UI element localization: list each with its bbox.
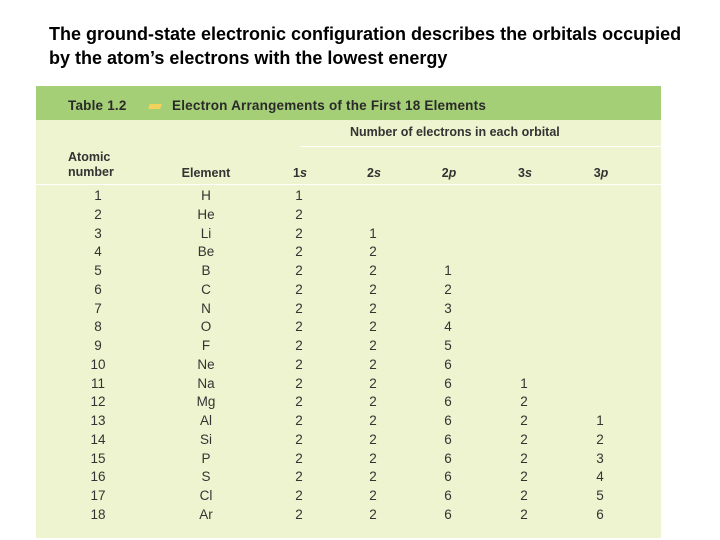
cell-orbital-1s: 2 (295, 488, 303, 503)
cell-orbital-2s: 2 (369, 300, 377, 316)
cell-orbital-3p: 4 (596, 469, 604, 485)
cell-element-symbol: O (200, 319, 212, 335)
cell-orbital-2p: 6 (444, 450, 452, 466)
cell-orbital-1s: 2 (295, 338, 303, 353)
table-title-marker-icon (148, 104, 162, 109)
column-header-atomic-number: Atomic number (68, 150, 114, 179)
cell-orbital-1s: 2 (295, 469, 303, 485)
cell-element-symbol: Li (200, 225, 212, 241)
group-header-divider (300, 146, 661, 147)
cell-orbital-1s: 2 (295, 394, 303, 410)
cell-element-symbol: N (201, 300, 211, 316)
cell-orbital-3s: 2 (520, 431, 528, 447)
cell-orbital-1s: 2 (295, 375, 303, 391)
cell-element-symbol: Cl (199, 488, 213, 503)
cell-orbital-3p: 2 (596, 431, 604, 447)
cell-orbital-3s: 2 (520, 413, 528, 428)
header-divider (36, 184, 661, 185)
cell-element-symbol: H (201, 188, 211, 203)
cell-atomic-number: 16 (90, 469, 106, 485)
cell-atomic-number: 8 (94, 319, 102, 335)
cell-orbital-2s: 2 (369, 394, 377, 410)
cell-atomic-number: 9 (94, 338, 102, 353)
cell-atomic-number: 13 (90, 413, 106, 428)
column-header-orbital-3s: 3s (518, 166, 532, 180)
cell-atomic-number: 12 (90, 394, 106, 410)
cell-orbital-2s: 2 (369, 356, 377, 372)
cell-orbital-2p: 4 (444, 319, 452, 335)
cell-orbital-1s: 1 (295, 188, 303, 203)
cell-atomic-number: 4 (94, 244, 102, 260)
cell-atomic-number: 18 (90, 506, 106, 522)
cell-atomic-number: 10 (90, 356, 106, 372)
cell-element-symbol: He (197, 206, 215, 222)
cell-atomic-number: 11 (90, 375, 105, 391)
cell-orbital-2p: 6 (444, 506, 452, 522)
cell-orbital-2s: 2 (369, 375, 377, 391)
cell-element-symbol: F (201, 338, 211, 353)
cell-element-symbol: B (201, 263, 211, 278)
cell-orbital-2p: 6 (444, 394, 452, 410)
cell-element-symbol: Ar (199, 506, 213, 522)
cell-element-symbol: Na (197, 375, 215, 391)
cell-element-symbol: Ne (197, 356, 215, 372)
cell-orbital-2s: 2 (369, 263, 377, 278)
table-title-bar (36, 86, 661, 120)
cell-orbital-2s: 1 (369, 225, 377, 241)
cell-element-symbol: S (201, 469, 211, 485)
cell-orbital-2p: 6 (444, 375, 452, 391)
cell-orbital-2p: 2 (444, 281, 452, 297)
cell-orbital-3p: 1 (596, 413, 604, 428)
cell-orbital-3s: 2 (520, 488, 528, 503)
cell-orbital-1s: 2 (295, 206, 303, 222)
cell-orbital-2p: 6 (444, 413, 452, 428)
cell-orbital-2s: 2 (369, 244, 377, 260)
cell-element-symbol: C (201, 281, 211, 297)
cell-element-symbol: Si (199, 431, 212, 447)
cell-orbital-2p: 5 (444, 338, 452, 353)
cell-atomic-number: 7 (94, 300, 102, 316)
cell-orbital-2p: 6 (444, 469, 452, 485)
cell-atomic-number: 1 (94, 188, 102, 203)
cell-orbital-3s: 2 (520, 450, 528, 466)
cell-atomic-number: 2 (94, 206, 102, 222)
cell-orbital-1s: 2 (295, 413, 303, 428)
cell-orbital-3s: 2 (520, 394, 528, 410)
cell-orbital-2s: 2 (369, 413, 377, 428)
cell-orbital-1s: 2 (295, 319, 303, 335)
cell-element-symbol: Mg (196, 394, 216, 410)
column-header-orbital-2s: 2s (367, 166, 381, 180)
table-title: Electron Arrangements of the First 18 Elements (172, 98, 487, 113)
cell-orbital-3s: 2 (520, 506, 528, 522)
table-number: Table 1.2 (68, 98, 127, 113)
cell-element-symbol: P (201, 450, 211, 466)
column-header-element: Element (181, 166, 231, 180)
cell-orbital-2s: 2 (369, 319, 377, 335)
column-header-orbital-3p: 3p (593, 166, 609, 180)
cell-orbital-2s: 2 (369, 281, 377, 297)
cell-orbital-3s: 1 (520, 375, 528, 391)
cell-atomic-number: 5 (94, 263, 102, 278)
cell-orbital-1s: 2 (295, 450, 303, 466)
cell-orbital-3s: 2 (520, 469, 528, 485)
cell-orbital-1s: 2 (295, 281, 303, 297)
cell-orbital-1s: 2 (295, 506, 303, 522)
column-header-orbital-2p: 2p (441, 166, 457, 180)
cell-atomic-number: 14 (90, 431, 106, 447)
cell-orbital-1s: 2 (295, 244, 303, 260)
cell-orbital-3p: 5 (596, 488, 604, 503)
cell-orbital-1s: 2 (295, 431, 303, 447)
cell-orbital-2p: 1 (444, 263, 452, 278)
cell-orbital-1s: 2 (295, 356, 303, 372)
cell-orbital-3p: 6 (596, 506, 604, 522)
cell-orbital-2s: 2 (369, 338, 377, 353)
slide-headline: The ground-state electronic configuration describes the orbitals occupied by the atom’s electrons with the lowest energy (49, 24, 682, 68)
cell-orbital-2p: 6 (444, 431, 452, 447)
cell-orbital-3p: 3 (596, 450, 604, 466)
orbital-group-header: Number of electrons in each orbital (350, 125, 560, 139)
column-header-orbital-1s: 1s (293, 166, 307, 180)
cell-orbital-1s: 2 (295, 225, 303, 241)
cell-orbital-2s: 2 (369, 506, 377, 522)
cell-orbital-2s: 2 (369, 431, 377, 447)
cell-orbital-2s: 2 (369, 469, 377, 485)
cell-atomic-number: 15 (90, 450, 106, 466)
cell-orbital-2s: 2 (369, 488, 377, 503)
cell-atomic-number: 6 (94, 281, 102, 297)
cell-atomic-number: 17 (90, 488, 106, 503)
electron-arrangement-table (36, 86, 661, 538)
cell-orbital-2s: 2 (369, 450, 377, 466)
cell-orbital-1s: 2 (295, 300, 303, 316)
cell-orbital-1s: 2 (295, 263, 303, 278)
cell-element-symbol: Al (199, 413, 212, 428)
cell-element-symbol: Be (197, 244, 215, 260)
cell-orbital-2p: 3 (444, 300, 452, 316)
cell-orbital-2p: 6 (444, 356, 452, 372)
cell-atomic-number: 3 (94, 225, 102, 241)
cell-orbital-2p: 6 (444, 488, 452, 503)
